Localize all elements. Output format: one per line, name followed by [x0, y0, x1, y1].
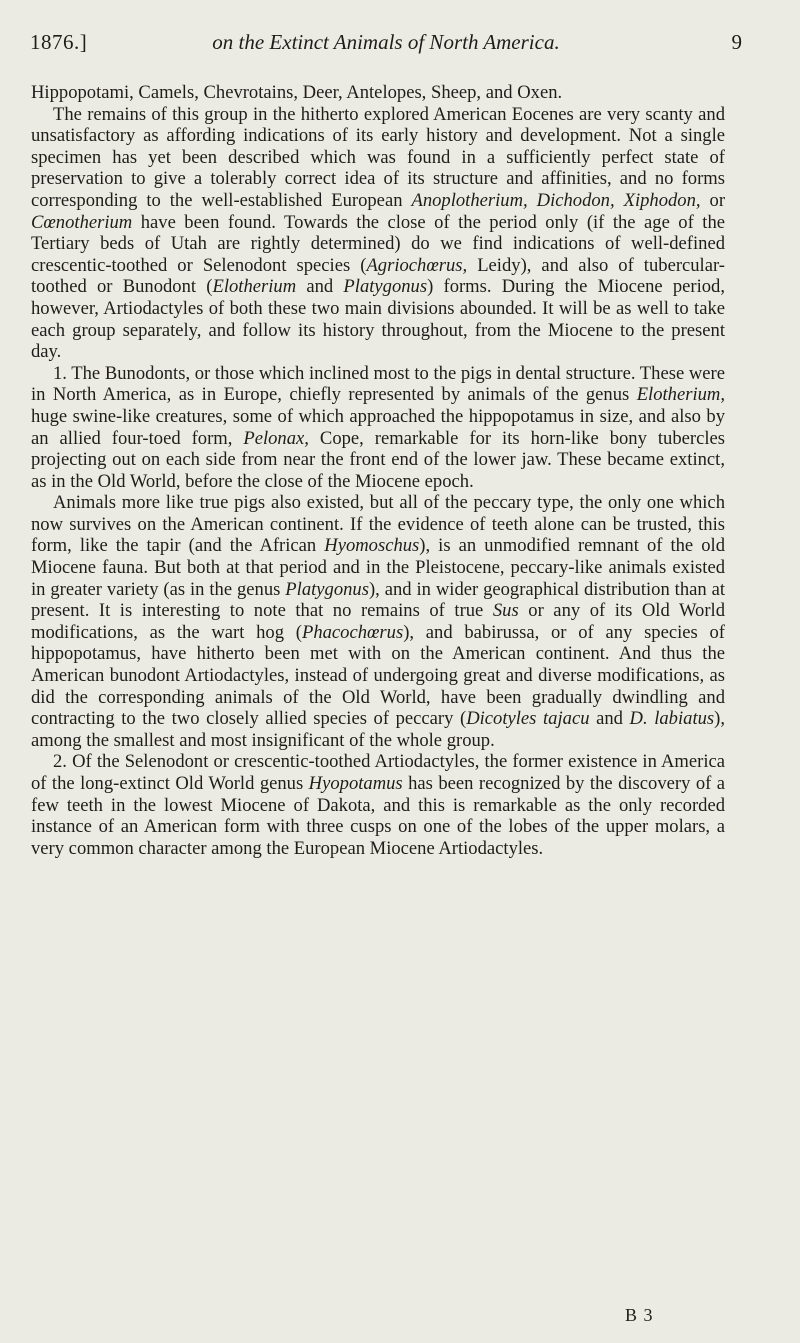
italic-term: Sus [492, 600, 519, 622]
body-text [31, 82, 725, 859]
text-run: ), is an unmodified remnant of the old Miocene fauna. But both at that period and in the Pleistocene, peccary-like animals existed in greater variety (as in the genus [31, 535, 725, 600]
signature-mark: B 3 [625, 1305, 654, 1325]
text-run: has been recognized by the discovery of a few teeth in the lowest Miocene of Dakota, and this is remarkable as the only recorded instance of an American form with three cusps on one of the lobes of the upper molars, a very common character among the European Miocene Artiodactyles. [31, 773, 726, 859]
header-page-number: 9 [731, 30, 742, 54]
text-run: and [296, 276, 344, 298]
italic-term: Pelonax, [243, 427, 309, 449]
italic-term: Platygonus [343, 276, 428, 298]
text-run: The remains of this group in the hitherto explored American Eocenes are very scanty and unsatisfactory as affording indications of its early history and development. Not a single specimen has yet been described which was found in a sufficiently perfect state of preservation to give a tolerably correct idea of its structure and affinities, and no forms corresponding to the well-established European [31, 103, 725, 211]
running-header [30, 30, 742, 66]
text-run: or [700, 189, 726, 211]
paragraph [31, 363, 725, 493]
paragraph [31, 82, 725, 104]
text-run: Animals more like true pigs also existed, but all of the peccary type, the only one which now survives on the American continent. If the evidence of teeth alone can be trusted, this form, like the tapir (and the African [31, 492, 725, 557]
paragraph [31, 492, 725, 751]
text-run: ), among the smallest and most insignificant of the whole group. [31, 708, 725, 751]
text-run: huge swine-like creatures, some of which approached the hippopotamus in size, and also by an allied four-toed form, [31, 405, 725, 449]
text-run: ) forms. During the Miocene period, however, Artiodactyles of both these two main divisions abounded. It will be as well to take each group separately, and follow its history throughout, from the Miocene to the present day. [31, 276, 725, 363]
text-run: ), and in wider geographical distribution than at present. It is interesting to note that no remains of true [31, 578, 726, 622]
italic-term: Hyomoschus [324, 535, 420, 557]
header-running-title: on the Extinct Animals of North America. [212, 30, 560, 54]
text-run: 2. Of the Selenodont or crescentic-toothed Artiodactyles, the former existence in America of the long-extinct Old World genus [31, 751, 725, 794]
italic-term: Elotherium, [636, 384, 725, 406]
italic-term: Anoplotherium, Dichodon, Xiphodon, [411, 189, 701, 211]
italic-term: Phacochœrus [301, 621, 404, 643]
text-run: 1. The Bunodonts, or those which inclined most to the pigs in dental structure. These were in North America, as in Europe, chiefly represented by animals of the genus [31, 362, 725, 406]
text-run: or any of its Old World modifications, as the wart hog ( [31, 600, 725, 643]
italic-term: Cœnotherium [31, 211, 133, 233]
text-run: and [589, 708, 630, 730]
text-run: have been found. Towards the close of the period only (if the age of the Tertiary beds of Utah are rightly determined) do we find indications of well-defined crescentic-toothed or Selenodont species ( [31, 211, 725, 276]
paragraph [31, 751, 725, 859]
text-run: Cope, remarkable for its horn-like bony tubercles projecting out on each side from near the front end of the lower jaw. These became extinct, as in the Old World, before the close of the Miocene epoch. [31, 427, 725, 492]
italic-term: Dicotyles tajacu [466, 708, 590, 730]
text-run: ), and babirussa, or of any species of hippopotamus, have hitherto been met with on the American continent. And thus the American bunodont Artiodactyles, instead of undergoing great and diverse modifications, as did the corresponding animals of the Old World, have been gradually dwindling and contracting to the two closely allied species of peccary ( [31, 621, 726, 730]
italic-term: Hyopotamus [308, 773, 403, 794]
paragraph [31, 104, 725, 363]
italic-term: Agriochœrus, [366, 254, 468, 276]
italic-term: Elotherium [212, 276, 297, 298]
header-year: 1876.] [30, 30, 88, 54]
italic-term: Platygonus [285, 578, 369, 600]
text-run: Hippopotami, Camels, Chevrotains, Deer, Antelopes, Sheep, and Oxen. [31, 82, 563, 103]
text-run: Leidy), and also of tubercular-toothed or Bunodont ( [31, 254, 725, 298]
italic-term: D. labiatus [629, 708, 715, 730]
